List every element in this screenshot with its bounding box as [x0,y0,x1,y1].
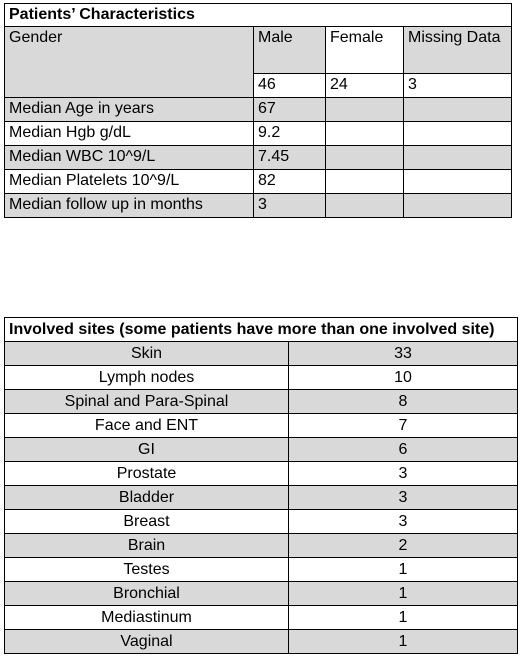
table-row [5,366,518,390]
site-count: 3 [289,462,518,486]
involved-sites-table [4,317,518,654]
row-empty [404,122,512,146]
table-row [5,582,518,606]
site-name: Mediastinum [5,606,289,630]
row-empty [404,170,512,194]
row-empty [404,146,512,170]
site-name: Testes [5,558,289,582]
row-empty [404,194,512,218]
row-value: 3 [254,194,326,218]
missing-header: Missing Data [404,27,512,74]
site-name: Bronchial [5,582,289,606]
male-header: Male [254,27,326,74]
site-count: 10 [289,366,518,390]
table-row [5,462,518,486]
female-count: 24 [326,74,404,98]
row-label: Median Age in years [5,98,254,122]
row-empty [326,194,404,218]
site-name: Lymph nodes [5,366,289,390]
missing-count: 3 [404,74,512,98]
row-empty [326,170,404,194]
site-count: 3 [289,486,518,510]
row-value: 82 [254,170,326,194]
row-empty [326,146,404,170]
table-row [5,486,518,510]
table-row [5,534,518,558]
site-count: 7 [289,414,518,438]
table-row [5,630,518,654]
table-row [5,194,512,218]
row-label: Median Hgb g/dL [5,122,254,146]
site-count: 1 [289,558,518,582]
site-name: GI [5,438,289,462]
table-title: Involved sites (some patients have more than one involved site) [5,318,518,342]
site-count: 3 [289,510,518,534]
site-name: Face and ENT [5,414,289,438]
row-value: 9.2 [254,122,326,146]
site-name: Breast [5,510,289,534]
table-row [5,414,518,438]
row-value: 67 [254,98,326,122]
site-count: 33 [289,342,518,366]
site-count: 2 [289,534,518,558]
table-row [5,122,512,146]
row-label: Median Platelets 10^9/L [5,170,254,194]
table-row [5,606,518,630]
site-count: 1 [289,630,518,654]
site-name: Skin [5,342,289,366]
table-row [5,170,512,194]
site-count: 8 [289,390,518,414]
row-empty [404,98,512,122]
row-label: Median WBC 10^9/L [5,146,254,170]
table-row [5,342,518,366]
site-name: Bladder [5,486,289,510]
table-title: Patients’ Characteristics [5,4,512,27]
site-name: Brain [5,534,289,558]
row-label: Median follow up in months [5,194,254,218]
row-empty [326,122,404,146]
table-row [5,98,512,122]
male-count: 46 [254,74,326,98]
site-count: 1 [289,606,518,630]
site-count: 6 [289,438,518,462]
site-name: Vaginal [5,630,289,654]
site-name: Spinal and Para-Spinal [5,390,289,414]
table-row [5,558,518,582]
gender-header: Gender [5,27,254,98]
row-empty [326,98,404,122]
patients-characteristics-table [4,3,512,218]
female-header: Female [326,27,404,74]
site-count: 1 [289,582,518,606]
site-name: Prostate [5,462,289,486]
table-row [5,510,518,534]
table-row [5,390,518,414]
table-row [5,146,512,170]
row-value: 7.45 [254,146,326,170]
table-row [5,438,518,462]
